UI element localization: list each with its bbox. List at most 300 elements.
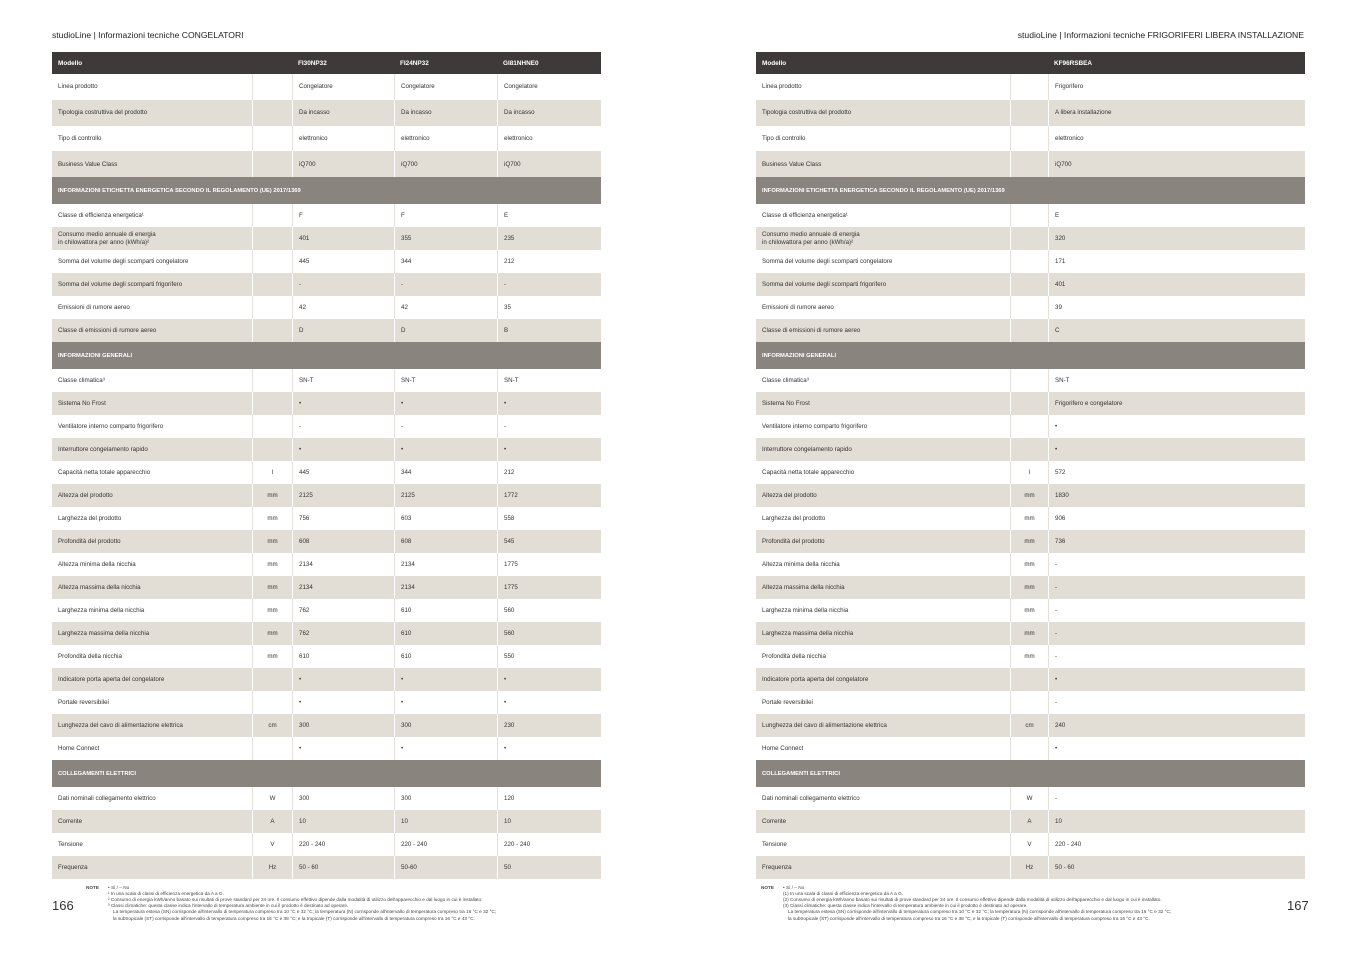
- unit-cell: [252, 250, 292, 273]
- row-label: Business Value Class: [58, 160, 118, 168]
- row-label: Ventilatore interno comparto frigorifero: [762, 422, 868, 430]
- unit-cell: [1010, 100, 1048, 126]
- page-title: studioLine | Informazioni tecniche FRIGORIFERI LIBERA INSTALLAZIONE: [1017, 30, 1304, 40]
- value-cell: 344: [394, 461, 497, 484]
- row-label: Altezza minima della nicchia: [762, 560, 840, 568]
- unit-cell: mm: [1010, 484, 1048, 507]
- spec-table: [52, 52, 601, 879]
- value-cell: 2134: [394, 553, 497, 576]
- value-cell: •: [292, 438, 394, 461]
- value-cell: 344: [394, 250, 497, 273]
- value-cell: •: [394, 438, 497, 461]
- value-cell: 2125: [394, 484, 497, 507]
- unit-cell: [252, 737, 292, 760]
- unit-cell: [1010, 74, 1048, 100]
- value-cell: -: [1048, 691, 1305, 714]
- value-cell: •: [292, 392, 394, 415]
- table-row: [52, 668, 601, 691]
- unit-cell: [252, 691, 292, 714]
- value-cell: 550: [497, 645, 601, 668]
- row-label: Interruttore congelamento rapido: [762, 445, 852, 453]
- unit-cell: mm: [1010, 576, 1048, 599]
- value-cell: •: [1048, 415, 1305, 438]
- unit-cell: A: [252, 810, 292, 833]
- section-header: INFORMAZIONI ETICHETTA ENERGETICA SECONDO IL REGOLAMENTO (UE) 2017/1369: [756, 177, 1305, 204]
- table-row: [756, 553, 1305, 576]
- row-label: Profondità del prodotto: [58, 537, 121, 545]
- table-row: [756, 576, 1305, 599]
- unit-cell: [252, 126, 292, 152]
- row-label: Portale reversibilei: [58, 698, 109, 706]
- note-line: (3) Classi climatiche: questa classe indica l'intervallo di temperatura ambiente in cui il prodotto è destinato ad operare.: [783, 903, 1028, 909]
- row-label: Home Connect: [762, 744, 804, 752]
- row-label: Profondità del prodotto: [762, 537, 825, 545]
- row-label: Emissioni di rumore aereo: [58, 303, 130, 311]
- row-label: Dati nominali collegamento elettrico: [762, 794, 860, 802]
- table-row: [52, 787, 601, 810]
- row-label: Altezza del prodotto: [762, 491, 817, 499]
- unit-cell: W: [252, 787, 292, 810]
- table-header: [756, 52, 1305, 74]
- row-label: Profondità della nicchia: [762, 652, 826, 660]
- row-label: Capacità netta totale apparecchio: [58, 468, 151, 476]
- notes-body: [783, 885, 1281, 922]
- row-label: Consumo medio annuale di energia in chilowattora per anno (kWh/a)²: [58, 231, 156, 246]
- value-cell: 35: [497, 296, 601, 319]
- header-cell: Modello: [58, 59, 83, 67]
- table-row: [756, 645, 1305, 668]
- note-line: (1) In una scala di classi di efficienza energetica da A a G.: [783, 891, 904, 897]
- table-row: [52, 737, 601, 760]
- value-cell: 50 - 60: [292, 856, 394, 879]
- unit-cell: [1010, 296, 1048, 319]
- row-label: Larghezza del prodotto: [762, 514, 826, 522]
- row-label: Capacità netta totale apparecchio: [762, 468, 855, 476]
- row-label: Somma del volume degli scomparti frigorifero: [762, 280, 887, 288]
- value-cell: iQ700: [394, 151, 497, 177]
- row-label: Corrente: [58, 817, 83, 825]
- row-label: Altezza del prodotto: [58, 491, 113, 499]
- value-cell: 235: [497, 227, 601, 250]
- row-label: Linea prodotto: [58, 83, 98, 91]
- row-label: Interruttore congelamento rapido: [58, 445, 148, 453]
- table-row: [756, 484, 1305, 507]
- table-row: [756, 599, 1305, 622]
- row-label: Frequenza: [58, 863, 88, 871]
- table-row: [756, 100, 1305, 126]
- unit-cell: mm: [252, 622, 292, 645]
- value-cell: -: [1048, 645, 1305, 668]
- row-label: Larghezza massima della nicchia: [762, 629, 854, 637]
- row-label: Classe di efficienza energetica¹: [762, 211, 848, 219]
- value-cell: 2125: [292, 484, 394, 507]
- table-row: [756, 691, 1305, 714]
- table-row: [52, 126, 601, 152]
- value-cell: •: [1048, 737, 1305, 760]
- value-cell: C: [1048, 319, 1305, 342]
- row-label: Frequenza: [762, 863, 792, 871]
- unit-cell: mm: [1010, 599, 1048, 622]
- value-cell: •: [1048, 668, 1305, 691]
- table-row: [756, 369, 1305, 392]
- section-header: INFORMAZIONI GENERALI: [756, 342, 1305, 369]
- value-cell: 906: [1048, 507, 1305, 530]
- unit-cell: mm: [1010, 530, 1048, 553]
- value-cell: •: [394, 668, 497, 691]
- table-row: [756, 227, 1305, 250]
- note-line: (2) Consumo di energia kWh/anno basato sui risultati di prove standard per 24 ore. Il consumo effettivo dipende dalla modalità di utilizzo dell'apparecchio e dal luogo in cui è installato.: [783, 897, 1162, 903]
- value-cell: 355: [394, 227, 497, 250]
- value-cell: •: [394, 737, 497, 760]
- row-label: Profondità della nicchia: [58, 652, 122, 660]
- row-label: Larghezza massima della nicchia: [58, 629, 150, 637]
- row-label: Classe di efficienza energetica¹: [58, 211, 144, 219]
- value-cell: -: [292, 415, 394, 438]
- unit-cell: mm: [252, 645, 292, 668]
- value-cell: 1775: [497, 576, 601, 599]
- value-cell: 39: [1048, 296, 1305, 319]
- value-cell: 1775: [497, 553, 601, 576]
- unit-cell: [1010, 369, 1048, 392]
- value-cell: Da incasso: [292, 100, 394, 126]
- note-line: • Sì / – No: [783, 885, 805, 890]
- value-cell: 608: [394, 530, 497, 553]
- value-cell: SN-T: [394, 369, 497, 392]
- table-row: [52, 461, 601, 484]
- unit-cell: [252, 392, 292, 415]
- value-cell: 220 - 240: [497, 833, 601, 856]
- row-label: Larghezza minima della nicchia: [58, 606, 145, 614]
- row-label: Tensione: [58, 840, 83, 848]
- unit-cell: [252, 415, 292, 438]
- unit-cell: [252, 668, 292, 691]
- table-row: [52, 100, 601, 126]
- table-row: [52, 833, 601, 856]
- page-number: 167: [1287, 898, 1309, 913]
- value-cell: 220 - 240: [1048, 833, 1305, 856]
- row-label: Altezza massima della nicchia: [58, 583, 141, 591]
- table-header: [52, 52, 601, 74]
- value-cell: 1830: [1048, 484, 1305, 507]
- value-cell: 558: [497, 507, 601, 530]
- header-cell: FI30NP32: [298, 59, 327, 67]
- value-cell: 212: [497, 250, 601, 273]
- table-row: [52, 645, 601, 668]
- value-cell: SN-T: [292, 369, 394, 392]
- table-row: [756, 833, 1305, 856]
- unit-cell: mm: [252, 507, 292, 530]
- value-cell: F: [394, 204, 497, 227]
- value-cell: Da incasso: [497, 100, 601, 126]
- unit-cell: mm: [1010, 553, 1048, 576]
- table-row: [52, 714, 601, 737]
- unit-cell: [252, 100, 292, 126]
- page-number: 166: [52, 898, 74, 913]
- row-label: Somma del volume degli scomparti congelatore: [58, 257, 189, 265]
- table-row: [52, 74, 601, 100]
- value-cell: iQ700: [497, 151, 601, 177]
- unit-cell: mm: [252, 530, 292, 553]
- unit-cell: [1010, 668, 1048, 691]
- note-line: ³ Classi climatiche: questa classe indica l'intervallo di temperatura ambiente in cui il prodotto è destinato ad operare.: [108, 903, 349, 909]
- row-label: Consumo medio annuale di energia in chilowattora per anno (kWh/a)²: [762, 231, 860, 246]
- table-row: [52, 273, 601, 296]
- row-label: Lunghezza del cavo di alimentazione elettrica: [58, 721, 183, 729]
- table-row: [756, 461, 1305, 484]
- row-label: Larghezza del prodotto: [58, 514, 122, 522]
- value-cell: 445: [292, 250, 394, 273]
- row-label: Tensione: [762, 840, 787, 848]
- value-cell: elettronico: [1048, 126, 1305, 152]
- note-line: la subtropicale (ST) corrisponde all'intervallo di temperatura compreso tra 16 °C e 38 °C; e la tropicale (T) corrisponde all'intervallo di temperatura compreso tra 16 °C e 43 °C.: [113, 915, 475, 921]
- note-line: la subtropicale (ST) corrisponde all'intervallo di temperatura compreso tra 16 °C e 38 °C; e la tropicale (T) corrisponde all'intervallo di temperatura compreso tra 16 °C e 43 °C.: [788, 915, 1150, 921]
- note-line: La temperatura estesa (SN) corrisponde all'intervallo di temperatura compreso tra 10 °C e 32 °C; la temperatura (N) corrisponde all'intervallo di temperatura compreso tra 16 °C e 32 °C;: [113, 909, 497, 915]
- unit-cell: [252, 273, 292, 296]
- value-cell: Da incasso: [394, 100, 497, 126]
- table-row: [756, 856, 1305, 879]
- value-cell: 545: [497, 530, 601, 553]
- unit-cell: mm: [1010, 622, 1048, 645]
- value-cell: 560: [497, 599, 601, 622]
- value-cell: 572: [1048, 461, 1305, 484]
- value-cell: Congelatore: [394, 74, 497, 100]
- value-cell: SN-T: [1048, 369, 1305, 392]
- value-cell: 42: [292, 296, 394, 319]
- table-row: [756, 74, 1305, 100]
- value-cell: -: [497, 415, 601, 438]
- value-cell: 608: [292, 530, 394, 553]
- table-row: [756, 787, 1305, 810]
- value-cell: 230: [497, 714, 601, 737]
- value-cell: F: [292, 204, 394, 227]
- unit-cell: [1010, 227, 1048, 250]
- table-row: [52, 392, 601, 415]
- value-cell: -: [292, 273, 394, 296]
- table-row: [756, 250, 1305, 273]
- value-cell: 736: [1048, 530, 1305, 553]
- row-label: Classe climatica³: [58, 376, 105, 384]
- notes-label: NOTE: [86, 885, 100, 890]
- unit-cell: cm: [1010, 714, 1048, 737]
- unit-cell: [1010, 319, 1048, 342]
- value-cell: 2134: [292, 553, 394, 576]
- unit-cell: [252, 319, 292, 342]
- value-cell: -: [1048, 622, 1305, 645]
- value-cell: 212: [497, 461, 601, 484]
- row-label: Linea prodotto: [762, 83, 802, 91]
- unit-cell: mm: [1010, 507, 1048, 530]
- unit-cell: l: [1010, 461, 1048, 484]
- value-cell: •: [1048, 438, 1305, 461]
- table-row: [52, 369, 601, 392]
- unit-cell: Hz: [252, 856, 292, 879]
- table-row: [756, 622, 1305, 645]
- value-cell: •: [292, 668, 394, 691]
- table-row: [756, 530, 1305, 553]
- table-row: [52, 438, 601, 461]
- row-label: Altezza minima della nicchia: [58, 560, 136, 568]
- value-cell: 10: [497, 810, 601, 833]
- value-cell: iQ700: [292, 151, 394, 177]
- value-cell: 50 - 60: [1048, 856, 1305, 879]
- note-line: ² Consumo di energia kWh/anno basato sui risultati di prove standard per 24 ore. Il consumo effettivo dipende dalla modalità di utilizzo dell'apparecchio e dal luogo in cui è installato.: [108, 897, 483, 903]
- value-cell: 603: [394, 507, 497, 530]
- row-label: Ventilatore interno comparto frigorifero: [58, 422, 164, 430]
- unit-cell: [1010, 415, 1048, 438]
- unit-cell: [1010, 273, 1048, 296]
- value-cell: -: [1048, 576, 1305, 599]
- row-label: Dati nominali collegamento elettrico: [58, 794, 156, 802]
- value-cell: 1772: [497, 484, 601, 507]
- value-cell: Congelatore: [292, 74, 394, 100]
- value-cell: 756: [292, 507, 394, 530]
- unit-cell: mm: [1010, 645, 1048, 668]
- row-label: Tipo di controllo: [58, 134, 102, 142]
- value-cell: 762: [292, 599, 394, 622]
- value-cell: 50-60: [394, 856, 497, 879]
- note-line: La temperatura estesa (SN) corrisponde all'intervallo di temperatura compreso tra 10 °C e 32 °C; la temperatura (N) corrisponde all'intervallo di temperatura compreso tra 16 °C e 32 °C;: [788, 909, 1172, 915]
- section-header: INFORMAZIONI ETICHETTA ENERGETICA SECONDO IL REGOLAMENTO (UE) 2017/1369: [52, 177, 601, 204]
- unit-cell: mm: [252, 576, 292, 599]
- value-cell: -: [394, 273, 497, 296]
- table-row: [756, 392, 1305, 415]
- unit-cell: [1010, 126, 1048, 152]
- header-cell: GI81NHNE0: [503, 59, 539, 67]
- row-label: Portale reversibilei: [762, 698, 813, 706]
- row-label: Indicatore porta aperta del congelatore: [58, 675, 165, 683]
- value-cell: 445: [292, 461, 394, 484]
- value-cell: -: [1048, 553, 1305, 576]
- note-line: • Sì / – No: [108, 885, 130, 890]
- value-cell: 220 - 240: [292, 833, 394, 856]
- value-cell: 300: [292, 787, 394, 810]
- value-cell: 300: [394, 787, 497, 810]
- value-cell: 120: [497, 787, 601, 810]
- row-label: Corrente: [762, 817, 787, 825]
- value-cell: •: [292, 691, 394, 714]
- value-cell: -: [394, 415, 497, 438]
- row-label: Larghezza minima della nicchia: [762, 606, 849, 614]
- table-row: [52, 507, 601, 530]
- note-line: ¹ In una scala di classi di efficienza energetica da A a G.: [108, 891, 224, 897]
- notes: [761, 885, 1281, 922]
- table-row: [756, 126, 1305, 152]
- value-cell: 610: [394, 622, 497, 645]
- unit-cell: [252, 438, 292, 461]
- value-cell: Frigorifero: [1048, 74, 1305, 100]
- value-cell: •: [497, 668, 601, 691]
- table-row: [756, 151, 1305, 177]
- unit-cell: [252, 204, 292, 227]
- value-cell: iQ700: [1048, 151, 1305, 177]
- spec-table: [756, 52, 1305, 879]
- row-label: Somma del volume degli scomparti congelatore: [762, 257, 893, 265]
- section-header: INFORMAZIONI GENERALI: [52, 342, 601, 369]
- unit-cell: mm: [252, 553, 292, 576]
- header-cell: FI24NP32: [400, 59, 429, 67]
- table-row: [756, 507, 1305, 530]
- value-cell: A libera installazione: [1048, 100, 1305, 126]
- value-cell: 610: [394, 645, 497, 668]
- table-row: [756, 714, 1305, 737]
- table-row: [756, 415, 1305, 438]
- section-header: COLLEGAMENTI ELETTRICI: [52, 760, 601, 787]
- value-cell: elettronico: [497, 126, 601, 152]
- unit-cell: [1010, 691, 1048, 714]
- notes-body: [108, 885, 586, 922]
- unit-cell: W: [1010, 787, 1048, 810]
- unit-cell: [1010, 151, 1048, 177]
- table-row: [52, 151, 601, 177]
- table-row: [52, 250, 601, 273]
- table-row: [756, 810, 1305, 833]
- value-cell: B: [497, 319, 601, 342]
- table-row: [52, 810, 601, 833]
- value-cell: 401: [292, 227, 394, 250]
- notes: [86, 885, 586, 922]
- value-cell: •: [497, 438, 601, 461]
- unit-cell: [252, 296, 292, 319]
- row-label: Sistema No Frost: [58, 399, 106, 407]
- unit-cell: Hz: [1010, 856, 1048, 879]
- table-row: [756, 737, 1305, 760]
- unit-cell: l: [252, 461, 292, 484]
- unit-cell: [252, 151, 292, 177]
- table-row: [52, 691, 601, 714]
- section-header: COLLEGAMENTI ELETTRICI: [756, 760, 1305, 787]
- value-cell: Frigorifero e congelatore: [1048, 392, 1305, 415]
- row-label: Emissioni di rumore aereo: [762, 303, 834, 311]
- unit-cell: mm: [252, 599, 292, 622]
- value-cell: •: [292, 737, 394, 760]
- value-cell: 171: [1048, 250, 1305, 273]
- unit-cell: [1010, 204, 1048, 227]
- unit-cell: mm: [252, 484, 292, 507]
- unit-cell: [1010, 250, 1048, 273]
- table-row: [52, 319, 601, 342]
- row-label: Classe climatica³: [762, 376, 809, 384]
- value-cell: •: [394, 691, 497, 714]
- row-label: Tipologia costruttiva del prodotto: [58, 109, 148, 117]
- value-cell: elettronico: [292, 126, 394, 152]
- row-label: Somma del volume degli scomparti frigorifero: [58, 280, 183, 288]
- table-row: [756, 668, 1305, 691]
- table-row: [756, 296, 1305, 319]
- unit-cell: A: [1010, 810, 1048, 833]
- value-cell: 42: [394, 296, 497, 319]
- unit-cell: [1010, 737, 1048, 760]
- value-cell: 2134: [394, 576, 497, 599]
- unit-cell: V: [252, 833, 292, 856]
- value-cell: -: [497, 273, 601, 296]
- value-cell: D: [394, 319, 497, 342]
- table-row: [52, 227, 601, 250]
- row-label: Classe di emissioni di rumore aereo: [762, 326, 861, 334]
- row-label: Tipo di controllo: [762, 134, 806, 142]
- row-label: Altezza massima della nicchia: [762, 583, 845, 591]
- table-row: [52, 296, 601, 319]
- header-cell: KF96RSBEA: [1054, 59, 1092, 67]
- value-cell: 610: [394, 599, 497, 622]
- value-cell: 220 - 240: [394, 833, 497, 856]
- table-row: [756, 319, 1305, 342]
- value-cell: elettronico: [394, 126, 497, 152]
- row-label: Sistema No Frost: [762, 399, 810, 407]
- table-row: [756, 204, 1305, 227]
- value-cell: -: [1048, 599, 1305, 622]
- value-cell: Congelatore: [497, 74, 601, 100]
- value-cell: 240: [1048, 714, 1305, 737]
